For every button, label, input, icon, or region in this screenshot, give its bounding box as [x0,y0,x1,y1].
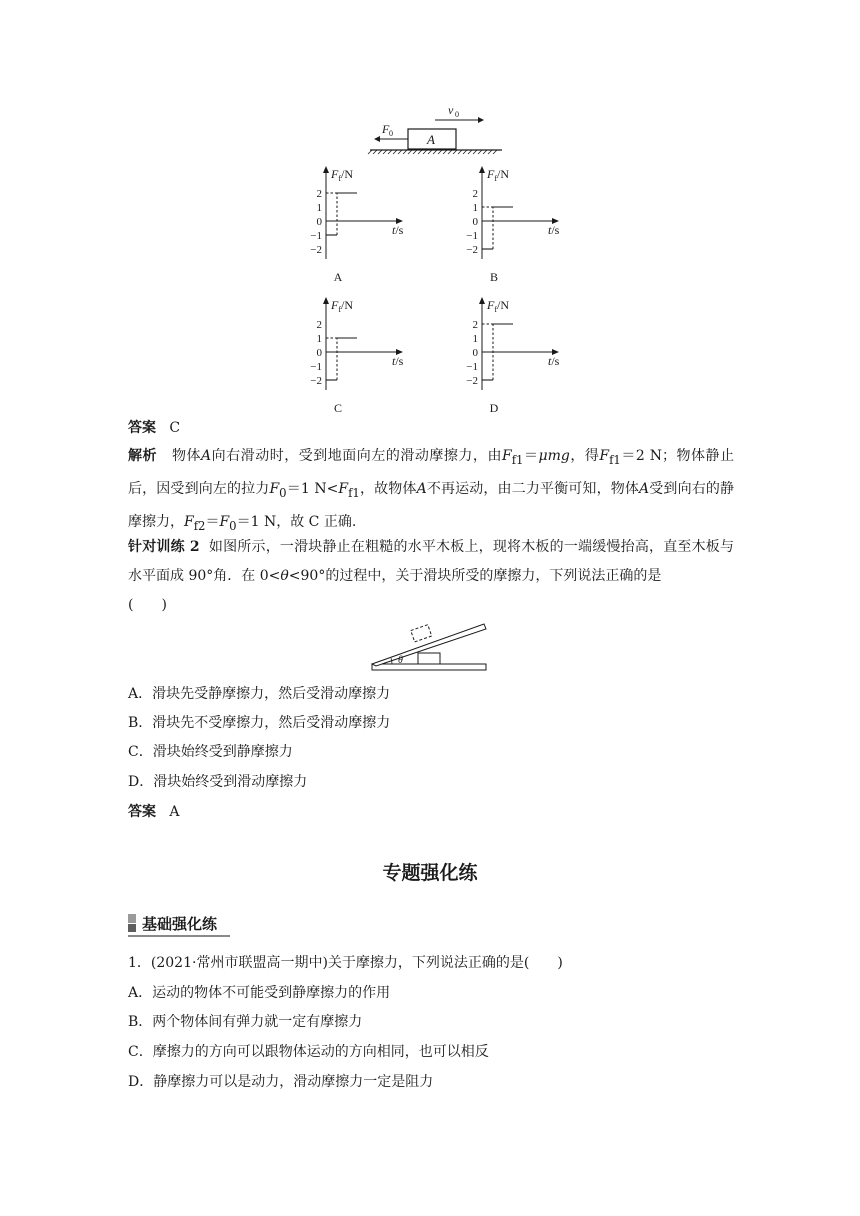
q1-option-a: A．运动的物体不可能受到静摩擦力的作用 [128,985,391,1001]
q1-option-d: D．静摩擦力可以是动力，滑动摩擦力一定是阻力 [128,1074,434,1090]
analysis-text: ，故物体 [359,480,417,497]
ground-hatch [443,150,447,154]
ground-hatch [473,150,477,154]
answer-1-label: 答案 [128,420,156,436]
analysis-sub: f1 [511,452,524,467]
y-axis-arrow [323,166,329,173]
training-2-theta: θ [280,568,289,584]
tick-label: 2 [472,319,478,331]
graph-caption: B [489,270,499,284]
analysis-text: ＝1 N< [286,480,339,497]
analysis-text: 物体 [171,448,201,464]
answer-1 [128,418,180,438]
analysis-text: 受到 [649,480,678,497]
tick-label: −1 [466,361,478,373]
x-axis-label: t/s [392,223,404,237]
f0-sub: 0 [389,129,393,138]
tick-label: 0 [472,347,478,359]
tick-label: 1 [316,202,322,214]
x-axis-label: t/s [392,354,404,368]
analysis-text: ，得 [569,448,600,464]
q1-option-c: C．摩擦力的方向可以跟物体运动的方向相同，也可以相反 [128,1044,489,1060]
answer-2 [128,802,179,822]
q1-stem: 1．(2021·常州市联盟高一期中)关于摩擦力，下列说法正确的是( ) [128,955,563,971]
option-d: D．滑块始终受到滑动摩擦力 [128,774,308,790]
answer-1-value: C [169,420,181,436]
ground-hatch [413,150,417,154]
ground-hatch [428,150,432,154]
graph-caption: C [333,401,343,412]
tick-label: −2 [310,244,322,256]
tick-label: −1 [466,230,478,242]
answer-2-value: A [169,804,180,820]
ground-hatch [393,150,397,154]
analysis-var-a: A [201,448,212,464]
analysis-text: ＝2 N；物体静 [620,448,721,464]
ground-hatch [433,150,437,154]
block-diagram [368,103,502,154]
y-axis-label: $F_f/N$ [331,298,354,314]
graph-d [466,297,559,412]
analysis-var-f: F [219,513,230,530]
ground-hatch [483,150,487,154]
analysis-text: 向右滑动时，受到地面向左的滑动摩擦力，由 [211,448,502,464]
analysis-sub: 0 [229,518,237,533]
tick-label: −2 [466,375,478,387]
q1-option-b: B．两个物体间有弹力就一定有摩擦力 [128,1014,363,1030]
x-axis-label: t/s [548,223,560,237]
analysis-paragraph [128,442,734,540]
analysis-var-f: F [599,448,610,464]
ground-hatch [448,150,452,154]
y-axis-label: $F_f/N$ [487,298,510,314]
answer-2-label: 答案 [128,804,156,820]
tick-label: −1 [310,361,322,373]
subsection-header [128,912,217,934]
training-2-text: 木板与水平面成 90°角．在 0< [128,539,735,584]
graph-caption: A [333,270,343,284]
ground-hatch [398,150,402,154]
block-a-label: A [427,132,435,147]
analysis-sub: f1 [609,452,621,467]
analysis-text: 止后，因受到向左的拉力 [128,448,735,497]
training-2-label: 针对训练 2 [128,539,200,555]
v0-sub: 0 [455,110,459,119]
ground-hatch [478,150,482,154]
y-axis-arrow [479,297,485,304]
graph-b [466,166,559,284]
analysis-var-f: F [338,480,349,497]
section-mark-icon [128,914,136,932]
graph-a [310,166,403,284]
graph-caption: D [489,401,499,412]
ground-hatch [453,150,457,154]
ground-hatch [373,150,377,154]
ground-hatch [418,150,422,154]
section-title: 专题强化练 [382,862,478,884]
subsection-underline [128,935,230,937]
ground-hatch [493,150,497,154]
graph-c [310,297,403,412]
analysis-var-f: F [501,448,512,464]
tick-label: −2 [310,375,322,387]
tick-label: 2 [472,188,478,200]
training-2-blank: ( ) [128,597,167,613]
analysis-text: 不再运动，由二力平衡可知，物体 [426,480,640,497]
tick-label: 1 [316,333,322,345]
ground-hatch [468,150,472,154]
analysis-var-a: A [416,480,427,497]
tick-label: 1 [472,202,478,214]
y-axis-arrow [479,166,485,173]
ground-hatch [488,150,492,154]
ground-hatch [378,150,382,154]
tick-label: −1 [310,230,322,242]
tick-label: 0 [316,216,322,228]
y-axis-label: $F_f/N$ [487,167,510,183]
analysis-label: 解析 [128,448,158,464]
tick-label: −2 [466,244,478,256]
analysis-var-a: A [639,480,650,497]
analysis-text: ＝ [205,513,220,530]
option-b: B．滑块先不受摩擦力，然后受滑动摩擦力 [128,715,391,731]
ground-hatch [403,150,407,154]
analysis-sub: 0 [279,485,287,500]
tick-label: 1 [472,333,478,345]
f0-label: F [382,122,390,136]
training-2-question [128,533,734,620]
analysis-var-mu: μmg [538,448,570,464]
tick-label: 0 [472,216,478,228]
analysis-text: ＝1 N，故 C 正确. [236,513,357,530]
analysis-sub: f2 [193,518,206,533]
tick-label: 2 [316,319,322,331]
friction-graphs-figure [290,100,580,412]
ground-hatch [408,150,412,154]
training-2-text: <90°的过程中，关于滑块所受的摩擦力，下列说法正确的是 [288,568,662,584]
analysis-text: ＝ [523,448,539,464]
ground-hatch [458,150,462,154]
x-axis-label: t/s [548,354,560,368]
ground-hatch [383,150,387,154]
option-c: C．滑块始终受到静摩擦力 [128,744,293,760]
training-2-text: 如图所示，一滑块静止在粗糙的水平木板上，现将木板的一端缓慢抬高，直至 [208,539,692,555]
analysis-sub: f1 [348,485,360,500]
v0-label: v [448,103,454,117]
ground-hatch [438,150,442,154]
analysis-text: 向右的静摩擦力， [128,480,735,530]
ground-hatch [463,150,467,154]
ground-hatch [423,150,427,154]
incline-figure [368,618,490,674]
analysis-var-f: F [184,513,194,530]
ground-hatch [388,150,392,154]
y-axis-arrow [323,297,329,304]
option-a: A．滑块先受静摩擦力，然后受滑动摩擦力 [128,686,391,702]
ground-hatch [368,150,372,154]
tick-label: 0 [316,347,322,359]
tick-label: 2 [316,188,322,200]
analysis-var-f: F [269,480,280,497]
y-axis-label: $F_f/N$ [331,167,354,183]
incline-theta: θ [398,655,403,666]
subsection-title: 基础强化练 [142,914,218,933]
